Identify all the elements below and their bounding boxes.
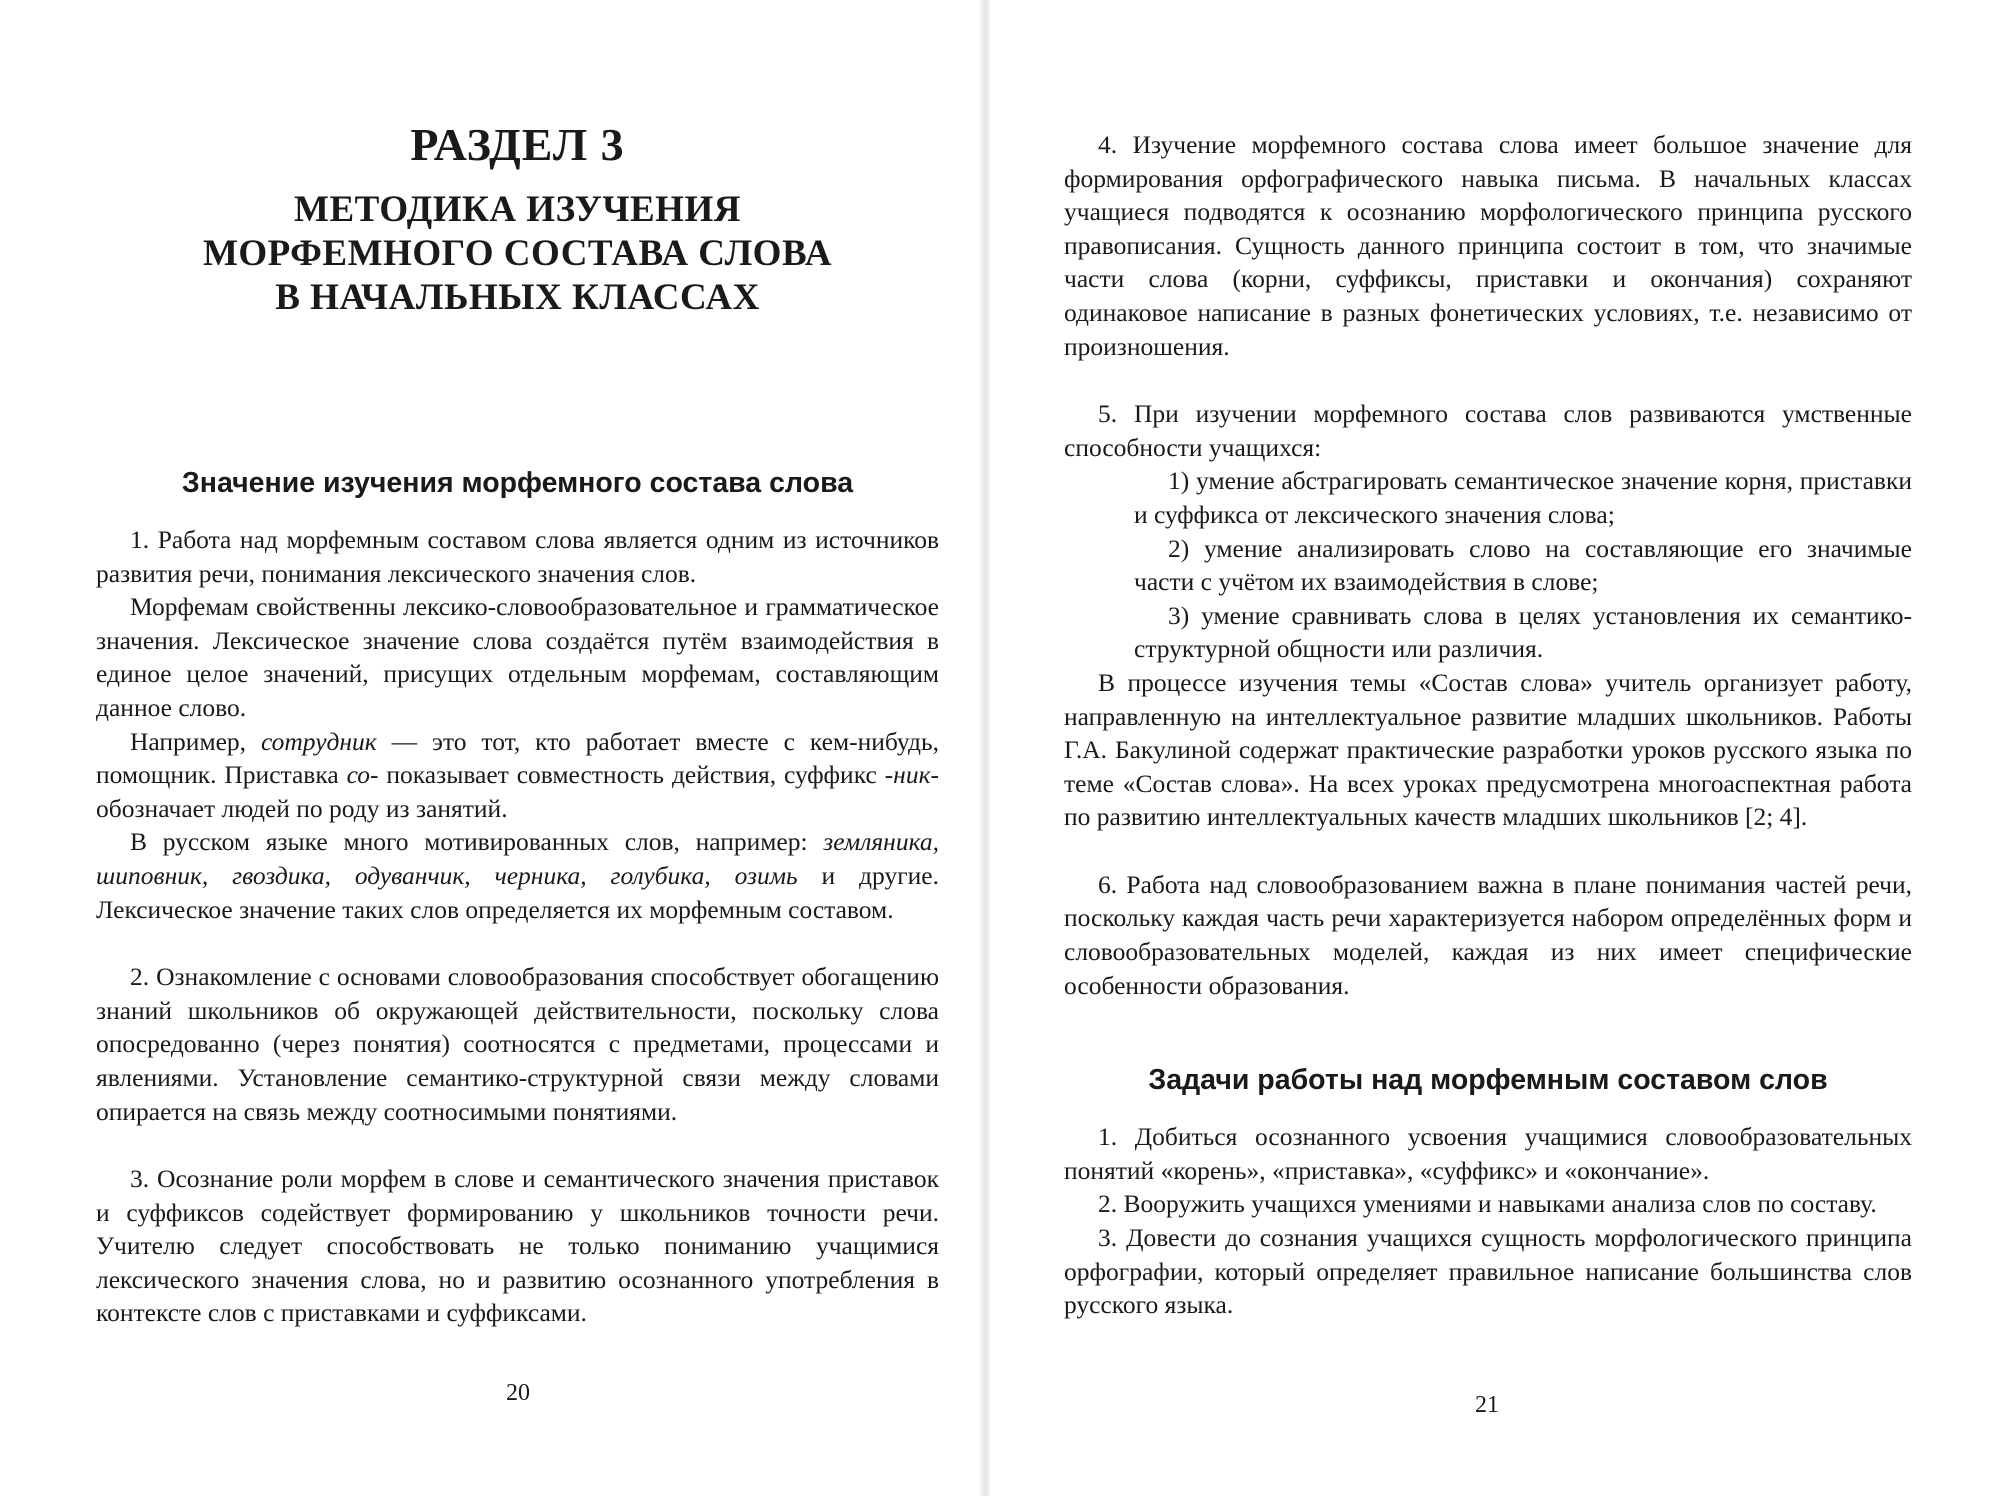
task-item-2: 2. Вооружить учащихся умениями и навыками анализа слов по составу.: [1098, 1189, 1877, 1219]
chapter-title-line-1: МЕТОДИКА ИЗУЧЕНИЯ: [294, 189, 741, 230]
paragraph-4: 4. Изучение морфемного состава слова имеет большое значение для формирования орфографического навыка письма. В начальных классах учащиеся подводятся к осознанию морфологического принципа русского правописания. Сущность данного принципа состоит в том, что значимые части слова (корни, суффиксы, приставки и окончания) сохраняют одинаковое написание в разных фонетических условиях, т.е. независимо от произношения.: [1064, 130, 1912, 361]
left-page-column: [96, 118, 939, 1330]
paragraph-process: В процессе изучения темы «Состав слова» учитель организует работу, направленную на интеллектуальное развитие младших школьников. Работы Г.А. Бакулиной содержат практические разработки уроков русского языка по теме «Состав слова». На всех уроках предусмотрена многоаспектная работа по развитию интеллектуальных качеств младших школьников [2; 4].: [1064, 667, 1912, 832]
tasks-list: [1064, 1120, 1912, 1322]
right-page-column: [1064, 128, 1912, 1322]
paragraph-motivated-words: В русском языке много мотивированных слов, например: земляника, шиповник, гвоздика, одуванчик, черника, голубика, озимь и другие. Лексическое значение таких слов определяется их морфемным составом.: [96, 827, 939, 924]
list-item-1: 1) умение абстрагировать семантическое значение корня, приставки и суффикса от лексического значения слова;: [1134, 466, 1912, 529]
right-body-text: [1064, 128, 1912, 1002]
task-item-3: 3. Довести до сознания учащихся сущность морфологического принципа орфографии, который определяет правильное написание большинства слов русского языка.: [1064, 1223, 1912, 1320]
chapter-title-line-2: МОРФЕМНОГО СОСТАВА СЛОВА: [202, 233, 833, 274]
paragraph-example: Например, сотрудник — это тот, кто работает вместе с кем-нибудь, помощник. Приставка со- показывает совместность действия, суффикс -ник- обозначает людей по роду из занятий.: [96, 726, 939, 823]
right-page: [990, 0, 2000, 1496]
paragraph-3: 3. Осознание роли морфем в слове и семантического значения приставок и суффиксов содействует формированию у школьников точности речи. Учителю следует способствовать не только пониманию учащимися лексического значения слова, но и развитию осознанного употребления в контексте слов с приставками и суффиксами.: [96, 1164, 939, 1328]
paragraph-5: 5. При изучении морфемного состава слов развиваются умственные способности учащихся:: [1064, 399, 1912, 462]
task-item-1: 1. Добиться осознанного усвоения учащимися словообразовательных понятий «корень», «приставка», «суффикс» и «окончание».: [1064, 1122, 1912, 1185]
section-heading-tasks: Задачи работы над морфемным составом слов: [1148, 1064, 1828, 1097]
list-item-2: 2) умение анализировать слово на составляющие его значимые части с учётом их взаимодействия в слове;: [1134, 533, 1912, 597]
chapter-title-line-3: В НАЧАЛЬНЫХ КЛАССАХ: [275, 277, 760, 318]
page-number-right: 21: [1475, 1392, 1499, 1418]
page-number-left: 20: [506, 1380, 530, 1406]
paragraph-6: 6. Работа над словообразованием важна в плане понимания частей речи, поскольку каждая часть речи характеризуется набором определённых форм и словообразовательных моделей, каждая из них имеет специфические особенности образования.: [1064, 869, 1912, 1000]
section-heading-significance: Значение изучения морфемного состава слова: [181, 467, 854, 499]
paragraph-morphemes: Морфемам свойственны лексико-словообразовательное и грамматическое значения. Лексическое значение слова создаётся путём взаимодействия в единое целое значений, присущих отдельным морфемам, составляющим данное слово.: [96, 592, 939, 722]
chapter-heading: РАЗДЕЛ 3: [410, 119, 625, 170]
list-item-3: 3) умение сравнивать слова в целях установления их семантико-структурной общности или различия.: [1134, 600, 1912, 664]
left-body-text: [96, 523, 939, 1330]
paragraph-2: 2. Ознакомление с основами словообразования способствует обогащению знаний школьников об окружающей действительности, поскольку слова опосредованно (через понятия) соотносятся с предметами, процессами и явлениями. Установление семантико-структурной связи между словами опирается на связь между соотносимыми понятиями.: [96, 962, 939, 1126]
paragraph-1: 1. Работа над морфемным составом слова является одним из источников развития речи, понимания лексического значения слов.: [96, 525, 939, 588]
left-page: [0, 0, 980, 1496]
